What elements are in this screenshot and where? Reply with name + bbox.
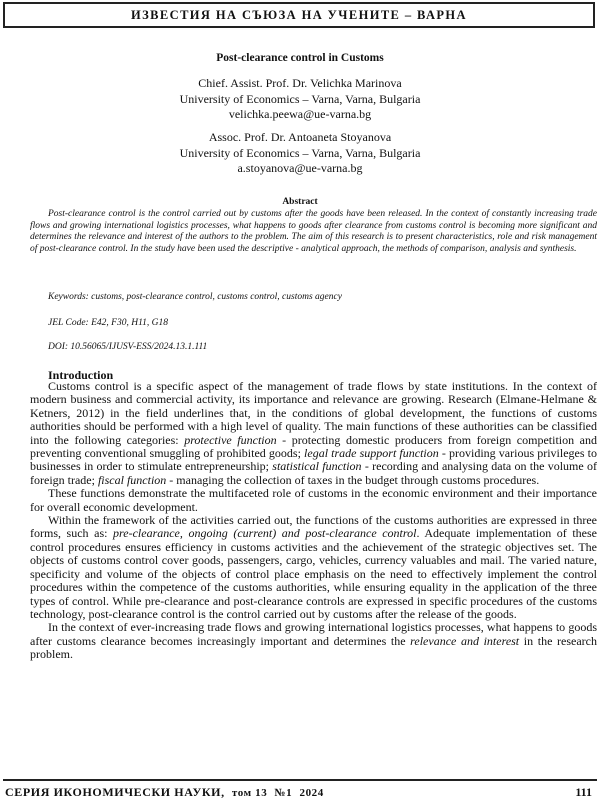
page-number: 111 [575, 785, 592, 799]
author-block-1 [0, 76, 600, 123]
paragraph: Within the framework of the activities carried out, the functions of the customs authorities are expressed in three forms, such as: pre-clearance, ongoing (current) and post-clearance control. Adequate implementation of these control procedures ensures efficiency in customs activities and the achievement of the strategic objectives set. The objects of customs control cover goods, passengers, cargo, vehicles, currency valuables and mail. The varied nature, specificity and volume of the objects of control place emphasis on the need to effectively implement the control procedures within the competence of the customs authorities, while ensuring equality in the application of the three types of control. While pre-clearance and post-clearance controls are expressed in specific procedures of the customs technology, post-clearance control is the control carried out by customs after the release of the goods. [30, 513, 597, 621]
introduction-body [30, 380, 597, 662]
paragraph: Customs control is a specific aspect of the management of trade flows by state institutions. In the context of modern business and commercial activity, its importance and relevance are growing. Research (Elmane-Helmane & Ketners, 2012) in the field underlines that, in the conditions of global development, the functions of customs authorities should be performed with a high level of quality. The main functions of these authorities can be classified into the following categories: protective function - protecting domestic producers from foreign competition and preventing conventional smuggling of prohibited goods; legal trade support function - providing various privileges to businesses in order to stimulate entrepreneurship; statistical function - recording and analysing data on the volume of foreign trade; fiscal function - managing the collection of taxes in the budget through customs procedures. [30, 379, 598, 487]
doi: DOI: 10.56065/IJUSV-ESS/2024.13.1.111 [48, 342, 208, 352]
author-name: Assoc. Prof. Dr. Antoaneta Stoyanova [208, 130, 392, 144]
jel-code: JEL Code: E42, F30, H11, G18 [48, 318, 168, 328]
author-name: Chief. Assist. Prof. Dr. Velichka Marinova [198, 76, 402, 90]
paragraph: In the context of ever-increasing trade flows and growing international logistics processes, what happens to goods after customs clearance becomes increasingly important and determines the relevance and interest in the research problem. [30, 620, 597, 662]
author-affiliation: University of Economics – Varna, Varna, Bulgaria [179, 91, 421, 106]
author-email: a.stoyanova@ue-varna.bg [237, 161, 363, 175]
author-affiliation: University of Economics – Varna, Varna, Bulgaria [179, 145, 421, 160]
paragraph: These functions demonstrate the multifaceted role of customs in the economic environment and their importance for overall economic development. [30, 486, 597, 514]
footer-divider [3, 779, 597, 781]
author-email: velichka.peewa@ue-varna.bg [228, 107, 372, 121]
keywords: Keywords: customs, post-clearance control, customs control, customs agency [48, 292, 342, 302]
abstract-text: Post-clearance control is the control carried out by customs after the goods have been released. In the context of constantly increasing trade flows and growing international logistics processes, what happens to goods after clearance from customs control is becoming more significant and determines the relevance and interest of the authors to the problem. The aim of this research is to present characteristics, role and risk management of post-clearance control. In the study have been used the descriptive - analytical approach, the methods of comparison, analysis and synthesis. [30, 209, 597, 254]
paper-title: Post-clearance control in Customs [216, 52, 384, 64]
abstract-heading: Abstract [282, 197, 318, 207]
journal-header: ИЗВЕСТИЯ НА СЪЮЗА НА УЧЕНИТЕ – ВАРНА [3, 2, 595, 28]
introduction-heading: Introduction [48, 368, 114, 382]
footer-series: СЕРИЯ ИКОНОМИЧЕСКИ НАУКИ, том 13 №1 2024 [5, 785, 324, 799]
author-block-2 [0, 130, 600, 177]
